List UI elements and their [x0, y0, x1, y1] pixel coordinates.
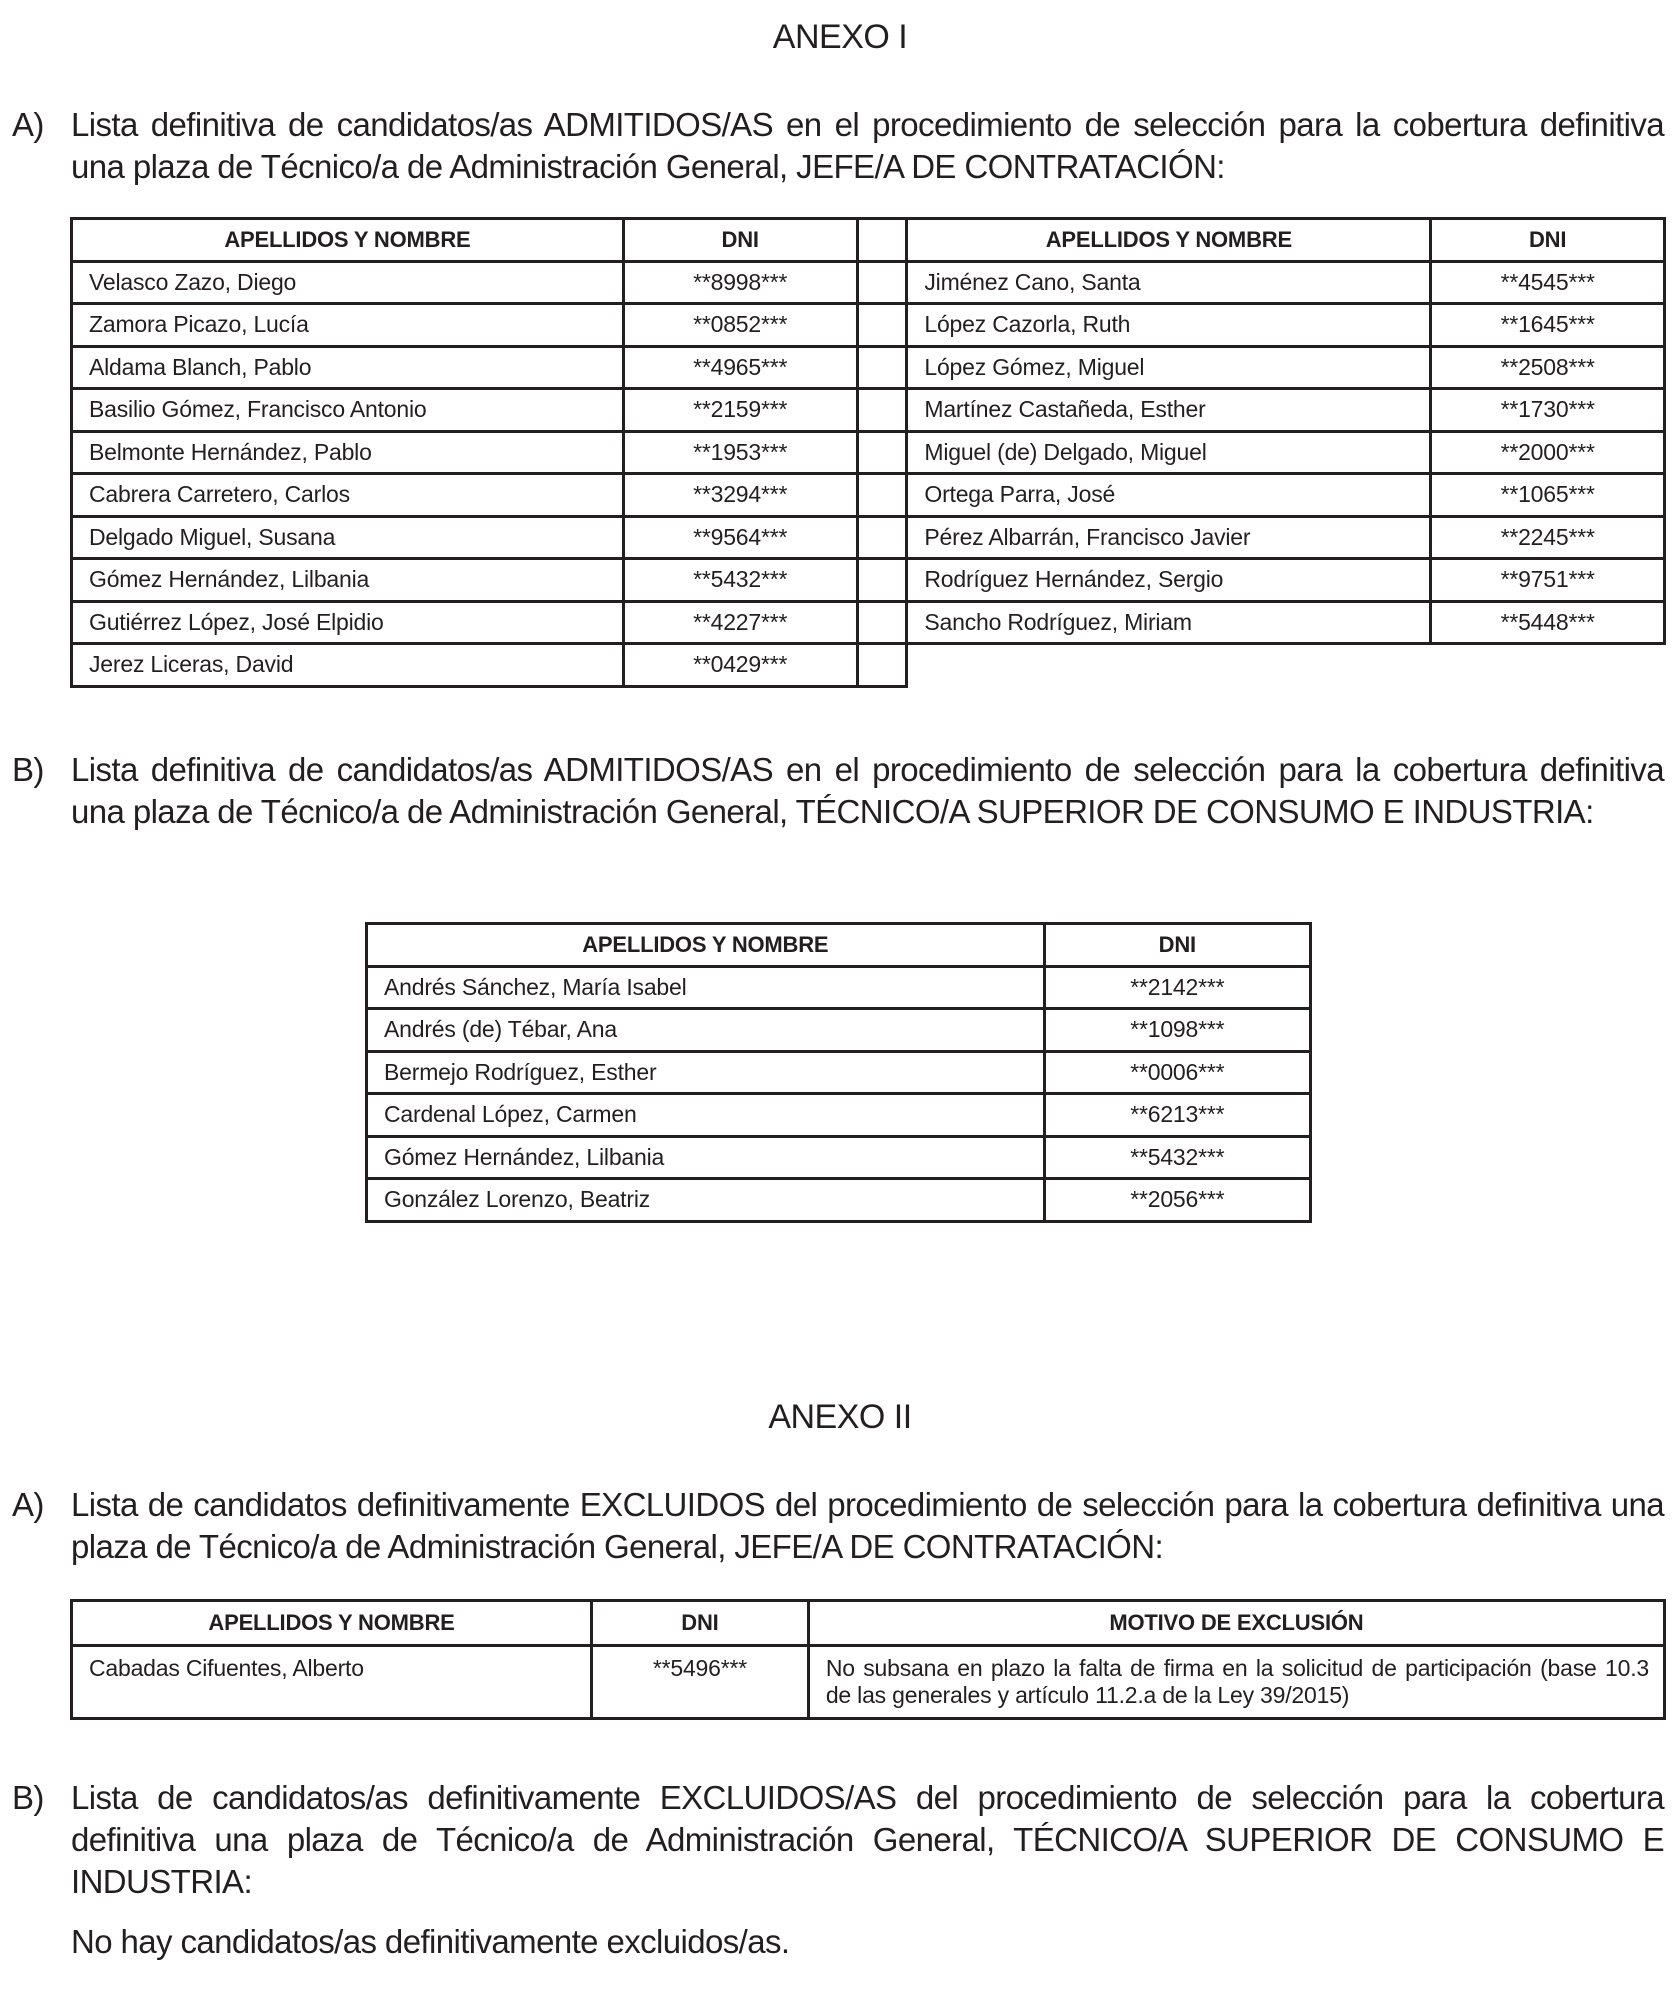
- table-header-row: [72, 1601, 1665, 1646]
- candidate-dni: **6213***: [1044, 1094, 1310, 1137]
- annex-2-title: ANEXO II: [768, 1398, 912, 1436]
- admitted-table-a: [70, 217, 1666, 688]
- table-row: [367, 1051, 1311, 1094]
- candidate-dni: **5496***: [592, 1646, 809, 1719]
- candidate-dni: **9751***: [1431, 559, 1665, 602]
- candidate-name: Rodríguez Hernández, Sergio: [907, 559, 1431, 602]
- candidate-dni: **4545***: [1431, 261, 1665, 304]
- section-text: Lista definitiva de candidatos/as ADMITIDOS/AS en el procedimiento de selección para la cobertura definitiva una plaza de Técnico/a de Administración General, JEFE/A DE CONTRATACIÓN:: [71, 106, 1664, 185]
- candidate-name: Velasco Zazo, Diego: [72, 261, 624, 304]
- candidate-name: Martínez Castañeda, Esther: [907, 389, 1431, 432]
- column-header-name: APELLIDOS Y NOMBRE: [72, 1601, 592, 1646]
- candidate-name: Sancho Rodríguez, Miriam: [907, 601, 1431, 644]
- table-row: [72, 431, 1665, 474]
- candidate-name: López Gómez, Miguel: [907, 346, 1431, 389]
- annex-1-title: ANEXO I: [772, 18, 908, 56]
- candidate-dni: **9564***: [623, 516, 857, 559]
- table-row: [72, 346, 1665, 389]
- annex-1-section-b: [0, 749, 1680, 881]
- table-row: [72, 559, 1665, 602]
- table-row: [72, 261, 1665, 304]
- candidate-name: Zamora Picazo, Lucía: [72, 304, 624, 347]
- gutter-cell: [857, 516, 907, 559]
- column-header-name: APELLIDOS Y NOMBRE: [367, 924, 1045, 967]
- candidate-name: Gutiérrez López, José Elpidio: [72, 601, 624, 644]
- candidate-name: Jerez Liceras, David: [72, 644, 624, 687]
- table-row: [72, 601, 1665, 644]
- table-row: [367, 1009, 1311, 1052]
- table-row: [367, 966, 1311, 1009]
- candidate-name: Andrés Sánchez, María Isabel: [367, 966, 1045, 1009]
- table-row: [72, 474, 1665, 517]
- candidate-name: Delgado Miguel, Susana: [72, 516, 624, 559]
- candidate-dni: **2142***: [1044, 966, 1310, 1009]
- column-header-dni: DNI: [1044, 924, 1310, 967]
- candidate-name: Miguel (de) Delgado, Miguel: [907, 431, 1431, 474]
- section-letter: A): [12, 106, 44, 143]
- candidate-name: Jiménez Cano, Santa: [907, 261, 1431, 304]
- table-row: [367, 1179, 1311, 1222]
- gutter-cell: [857, 304, 907, 347]
- annex-2-section-a: [0, 1484, 1680, 1574]
- candidate-dni: **8998***: [623, 261, 857, 304]
- candidate-dni: **4965***: [623, 346, 857, 389]
- section-text: Lista definitiva de candidatos/as ADMITIDOS/AS en el procedimiento de selección para la cobertura definitiva una plaza de Técnico/a de Administración General, TÉCNICO/A SUPERIOR DE CONSUMO E INDUSTRIA:: [71, 751, 1664, 830]
- table-header-row: [72, 219, 1665, 262]
- candidate-dni: **1730***: [1431, 389, 1665, 432]
- table-header-row: [367, 924, 1311, 967]
- table-row: [367, 1136, 1311, 1179]
- section-letter: B): [12, 751, 44, 788]
- candidate-dni: **1645***: [1431, 304, 1665, 347]
- candidate-name: Cabadas Cifuentes, Alberto: [72, 1646, 592, 1719]
- section-text: Lista de candidatos definitivamente EXCLUIDOS del procedimiento de selección para la cobertura definitiva una plaza de Técnico/a de Administración General, JEFE/A DE CONTRATACIÓN:: [71, 1486, 1664, 1565]
- candidate-name: Gómez Hernández, Lilbania: [72, 559, 624, 602]
- gutter-cell: [857, 219, 907, 262]
- empty-cell: [1431, 644, 1665, 687]
- admitted-table-b: [365, 922, 1312, 1223]
- column-header-reason: MOTIVO DE EXCLUSIÓN: [808, 1601, 1664, 1646]
- candidate-name: Belmonte Hernández, Pablo: [72, 431, 624, 474]
- column-header-dni: DNI: [1431, 219, 1665, 262]
- column-header-dni: DNI: [623, 219, 857, 262]
- candidate-name: Bermejo Rodríguez, Esther: [367, 1051, 1045, 1094]
- section-text: Lista de candidatos/as definitivamente EXCLUIDOS/AS del procedimiento de selección para la cobertura definitiva una plaza de Técnico/a de Administración General, TÉCNICO/A SUPERIOR DE CONSUMO E INDUSTRIA:: [71, 1779, 1664, 1900]
- candidate-dni: **4227***: [623, 601, 857, 644]
- candidate-dni: **3294***: [623, 474, 857, 517]
- candidate-dni: **2056***: [1044, 1179, 1310, 1222]
- candidate-dni: **2245***: [1431, 516, 1665, 559]
- candidate-dni: **0852***: [623, 304, 857, 347]
- candidate-dni: **1098***: [1044, 1009, 1310, 1052]
- column-header-dni: DNI: [592, 1601, 809, 1646]
- candidate-name: Cardenal López, Carmen: [367, 1094, 1045, 1137]
- section-letter: B): [12, 1779, 44, 1816]
- candidate-dni: **2508***: [1431, 346, 1665, 389]
- table-row: [72, 389, 1665, 432]
- candidate-dni: **5432***: [1044, 1136, 1310, 1179]
- table-row: [72, 644, 1665, 687]
- gutter-cell: [857, 389, 907, 432]
- candidate-name: Gómez Hernández, Lilbania: [367, 1136, 1045, 1179]
- gutter-cell: [857, 601, 907, 644]
- annex-1-section-a: [0, 104, 1680, 194]
- candidate-dni: **5448***: [1431, 601, 1665, 644]
- candidate-name: López Cazorla, Ruth: [907, 304, 1431, 347]
- section-letter: A): [12, 1486, 44, 1523]
- gutter-cell: [857, 644, 907, 687]
- gutter-cell: [857, 346, 907, 389]
- empty-cell: [907, 644, 1431, 687]
- candidate-dni: **1065***: [1431, 474, 1665, 517]
- candidate-name: González Lorenzo, Beatriz: [367, 1179, 1045, 1222]
- table-row: [72, 1646, 1665, 1719]
- no-excluded-note: No hay candidatos/as definitivamente excluidos/as.: [71, 1923, 790, 1960]
- gutter-cell: [857, 261, 907, 304]
- candidate-name: Basilio Gómez, Francisco Antonio: [72, 389, 624, 432]
- gutter-cell: [857, 474, 907, 517]
- column-header-name: APELLIDOS Y NOMBRE: [72, 219, 624, 262]
- column-header-name: APELLIDOS Y NOMBRE: [907, 219, 1431, 262]
- excluded-table-a: [70, 1599, 1666, 1720]
- candidate-name: Pérez Albarrán, Francisco Javier: [907, 516, 1431, 559]
- candidate-dni: **0429***: [623, 644, 857, 687]
- candidate-dni: **2159***: [623, 389, 857, 432]
- table-row: [367, 1094, 1311, 1137]
- table-row: [72, 516, 1665, 559]
- candidate-dni: **1953***: [623, 431, 857, 474]
- candidate-dni: **2000***: [1431, 431, 1665, 474]
- exclusion-reason: No subsana en plazo la falta de firma en la solicitud de participación (base 10.3 de las generales y artículo 11.2.a de la Ley 39/2015): [808, 1646, 1664, 1719]
- annex-2-section-b: [0, 1777, 1680, 1909]
- gutter-cell: [857, 431, 907, 474]
- candidate-name: Cabrera Carretero, Carlos: [72, 474, 624, 517]
- candidate-name: Andrés (de) Tébar, Ana: [367, 1009, 1045, 1052]
- gutter-cell: [857, 559, 907, 602]
- candidate-dni: **5432***: [623, 559, 857, 602]
- candidate-name: Aldama Blanch, Pablo: [72, 346, 624, 389]
- candidate-name: Ortega Parra, José: [907, 474, 1431, 517]
- table-row: [72, 304, 1665, 347]
- candidate-dni: **0006***: [1044, 1051, 1310, 1094]
